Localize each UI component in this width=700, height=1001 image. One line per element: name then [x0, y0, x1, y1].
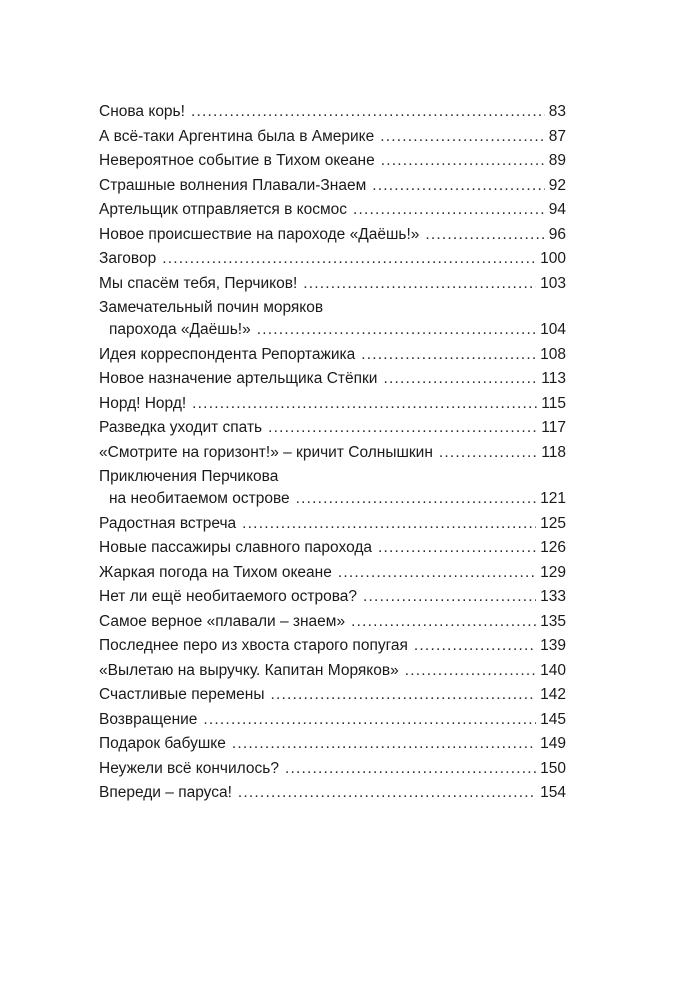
- toc-entry-title: «Смотрите на горизонт!» – кричит Солнышкин: [99, 443, 433, 461]
- dot-leader: [381, 149, 545, 174]
- toc-entry[interactable]: [99, 392, 566, 417]
- dot-leader: [338, 561, 536, 586]
- toc-entry[interactable]: [99, 610, 566, 635]
- toc-entry-page: 87: [548, 127, 566, 145]
- dot-leader: [257, 318, 536, 343]
- toc-entry[interactable]: [99, 634, 566, 659]
- toc-entry-title: Мы спасём тебя, Перчиков!: [99, 274, 298, 292]
- toc-entry[interactable]: [99, 781, 566, 806]
- toc-entry-title: Возвращение: [99, 710, 198, 728]
- dot-leader: [425, 223, 544, 248]
- toc-entry[interactable]: [99, 683, 566, 708]
- toc-entry-page: 108: [540, 345, 566, 363]
- dot-leader: [268, 416, 537, 441]
- toc-entry[interactable]: [99, 272, 566, 297]
- toc-entry-page: 103: [540, 274, 566, 292]
- toc-entry-page: 135: [540, 612, 566, 630]
- dot-leader: [285, 757, 536, 782]
- toc-entry-page: 115: [541, 394, 566, 412]
- dot-leader: [191, 100, 545, 125]
- toc-entry-page: 83: [548, 103, 566, 120]
- dot-leader: [353, 198, 545, 223]
- toc-entry-page: 140: [540, 661, 566, 679]
- toc-entry[interactable]: [99, 732, 566, 757]
- toc-entry[interactable]: [99, 585, 566, 610]
- dot-leader: [203, 708, 536, 733]
- dot-leader: [383, 367, 537, 392]
- toc-entry-page: 113: [541, 370, 566, 387]
- toc-entry-page: 117: [541, 419, 566, 436]
- toc-entry-title: Неужели всё кончилось?: [99, 759, 279, 777]
- toc-entry-title: Приключения Перчикова: [99, 468, 279, 485]
- toc-entry[interactable]: [99, 512, 566, 537]
- dot-leader: [162, 247, 536, 272]
- toc-entry-title: Новые пассажиры славного парохода: [99, 539, 373, 556]
- toc-entry-title: Снова корь!: [99, 103, 185, 120]
- toc-entry[interactable]: [99, 367, 566, 392]
- toc-entry-title: Артельщик отправляется в космос: [99, 201, 347, 218]
- toc-entry-page: 125: [540, 514, 566, 532]
- dot-leader: [192, 392, 537, 417]
- toc-entry[interactable]: [99, 659, 566, 684]
- toc-entry-title: Жаркая погода на Тихом океане: [99, 563, 332, 581]
- toc-entry[interactable]: [99, 198, 566, 223]
- dot-leader: [405, 659, 536, 684]
- toc-entry[interactable]: [99, 223, 566, 248]
- toc-entry-title: Радостная встреча: [99, 514, 237, 532]
- toc-entry-page: 89: [548, 152, 566, 169]
- toc-entry-title: Заговор: [99, 250, 157, 267]
- dot-leader: [232, 732, 536, 757]
- toc-entry-title: Самое верное «плавали – знаем»: [99, 612, 346, 630]
- toc-entry-title: Последнее перо из хвоста старого попугая: [99, 637, 408, 654]
- toc-entry[interactable]: [99, 247, 566, 272]
- toc-entry-page: 126: [540, 539, 566, 556]
- toc-entry[interactable]: [99, 174, 566, 199]
- toc-entry-page: 104: [540, 321, 566, 338]
- toc-entry-page: 133: [540, 588, 566, 605]
- toc-entry[interactable]: [99, 465, 566, 512]
- dot-leader: [270, 683, 536, 708]
- toc-entry-title: Идея корреспондента Репортажика: [99, 345, 356, 363]
- toc-entry[interactable]: [99, 296, 566, 343]
- toc-entry-title: Впереди – паруса!: [99, 784, 232, 801]
- toc-entry-page: 94: [548, 201, 566, 218]
- dot-leader: [380, 125, 545, 150]
- toc-entry[interactable]: [99, 561, 566, 586]
- toc-entry-title: Нет ли ещё необитаемого острова?: [99, 588, 358, 605]
- toc-entry-title: Подарок бабушке: [99, 735, 226, 752]
- toc-entry-page: 118: [541, 443, 566, 461]
- toc-entry-page: 139: [540, 637, 566, 654]
- dot-leader: [242, 512, 536, 537]
- toc-entry[interactable]: [99, 149, 566, 174]
- toc-entry-title: А всё-таки Аргентина была в Америке: [99, 127, 375, 145]
- toc-entry-page: 149: [540, 735, 566, 752]
- toc-entry-page: 142: [540, 686, 566, 703]
- toc-entry[interactable]: [99, 441, 566, 466]
- dot-leader: [414, 634, 536, 659]
- toc-entry-title: Страшные волнения Плавали-Знаем: [99, 176, 367, 194]
- dot-leader: [296, 487, 537, 512]
- toc-entry-page: 92: [548, 176, 566, 194]
- dot-leader: [351, 610, 536, 635]
- toc-entry[interactable]: [99, 708, 566, 733]
- toc-entry-page: 100: [540, 250, 566, 267]
- toc-entry-page: 121: [540, 490, 566, 507]
- toc-entry[interactable]: [99, 536, 566, 561]
- toc-entry-title: Замечательный почин моряков: [99, 299, 324, 316]
- toc-entry-title: Новое назначение артельщика Стёпки: [99, 370, 378, 387]
- toc-entry-title: Разведка уходит спать: [99, 419, 263, 436]
- table-of-contents: [99, 100, 566, 806]
- toc-entry[interactable]: [99, 757, 566, 782]
- toc-entry-page: 96: [548, 225, 566, 243]
- toc-entry-page: 154: [540, 784, 566, 801]
- toc-entry-title: Норд! Норд!: [99, 394, 187, 412]
- toc-entry-page: 129: [540, 563, 566, 581]
- toc-entry-title: Невероятное событие в Тихом океане: [99, 152, 375, 169]
- toc-entry[interactable]: [99, 125, 566, 150]
- toc-entry[interactable]: [99, 343, 566, 368]
- toc-entry[interactable]: [99, 100, 566, 125]
- dot-leader: [361, 343, 536, 368]
- toc-entry-page: 150: [540, 759, 566, 777]
- toc-entry[interactable]: [99, 416, 566, 441]
- dot-leader: [303, 272, 536, 297]
- toc-entry-page: 145: [540, 710, 566, 728]
- dot-leader: [378, 536, 536, 561]
- toc-entry-title: «Вылетаю на выручку. Капитан Моряков»: [99, 661, 399, 679]
- dot-leader: [439, 441, 537, 466]
- toc-entry-title: Новое происшествие на пароходе «Даёшь!»: [99, 225, 420, 243]
- dot-leader: [238, 781, 536, 806]
- toc-entry-title: Счастливые перемены: [99, 686, 265, 703]
- toc-entry-title-continued: на необитаемом острове: [109, 490, 290, 507]
- toc-entry-title-continued: парохода «Даёшь!»: [109, 321, 251, 338]
- dot-leader: [363, 585, 536, 610]
- dot-leader: [372, 174, 545, 199]
